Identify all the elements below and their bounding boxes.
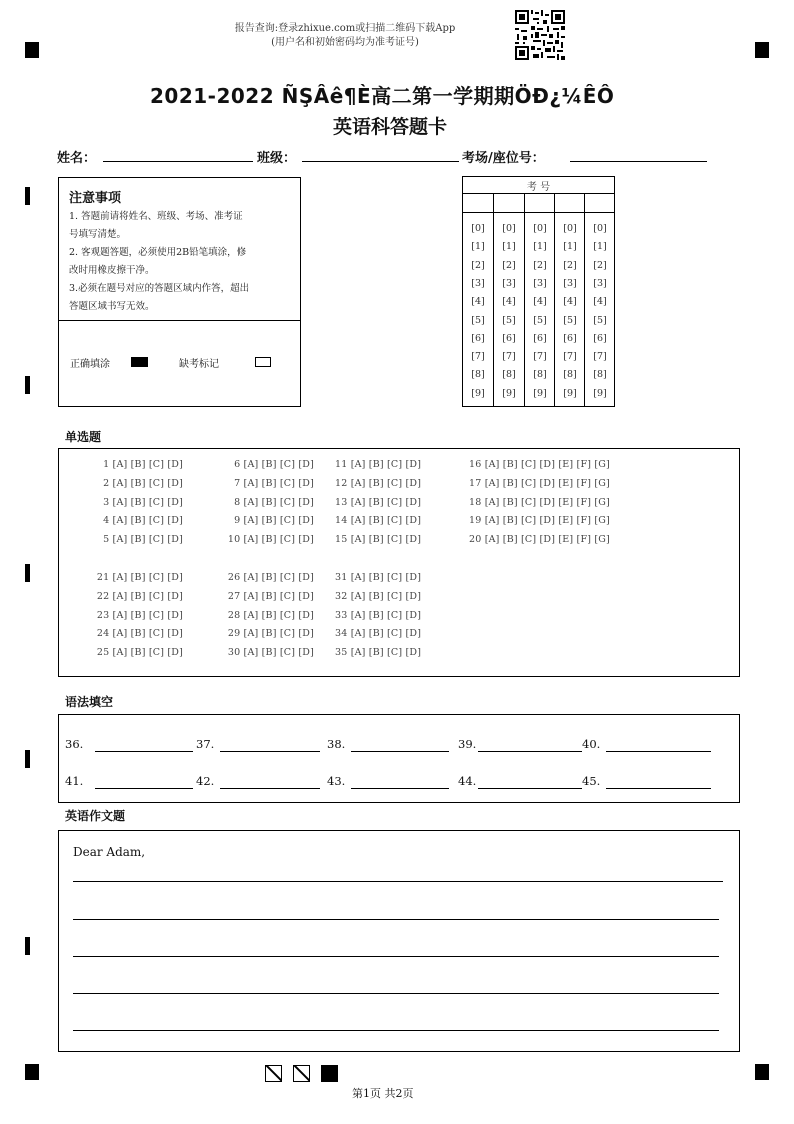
mc-question-row[interactable]: 27 [A] [B] [C] [D]	[227, 590, 314, 602]
digit-bubble[interactable]: [0]	[593, 223, 607, 234]
grammar-number: 40.	[582, 737, 601, 751]
notice-title: 注意事项	[69, 191, 122, 206]
grammar-number: 45.	[582, 774, 601, 788]
mc-question-row[interactable]: 26 [A] [B] [C] [D]	[227, 572, 314, 583]
mc-question-row[interactable]: 35 [A] [B] [C] [D]	[335, 647, 422, 659]
mc-question-row[interactable]: 18 [A] [B] [C] [D] [E] [F] [G]	[469, 496, 610, 508]
digit-bubble[interactable]: [6]	[593, 332, 607, 344]
mc-question-row[interactable]: 11 [A] [B] [C] [D]	[335, 459, 422, 470]
class-label: 班级：	[257, 151, 297, 166]
grid-line	[463, 212, 614, 213]
writing-line[interactable]	[73, 919, 719, 920]
report-query-line1: 报告查询:登录zhixue.com或扫描二维码下载App	[234, 23, 456, 34]
mc-question-row[interactable]: 15 [A] [B] [C] [D]	[335, 534, 422, 546]
digit-bubble[interactable]: [2]	[502, 259, 516, 271]
mc-question-row[interactable]: 33 [A] [B] [C] [D]	[335, 609, 422, 621]
notice-text	[69, 208, 294, 316]
digit-bubble[interactable]: [1]	[533, 241, 547, 253]
mc-question-row[interactable]: 9 [A] [B] [C] [D]	[234, 515, 314, 527]
mc-question-row[interactable]: 13 [A] [B] [C] [D]	[335, 496, 422, 508]
grammar-blank[interactable]	[478, 788, 582, 789]
notice-box	[58, 177, 301, 407]
mc-question-row[interactable]: 28 [A] [B] [C] [D]	[227, 609, 314, 621]
mc-question-row[interactable]: 4 [A] [B] [C] [D]	[103, 515, 183, 527]
digit-bubble[interactable]: [3]	[593, 277, 607, 289]
digit-bubble[interactable]: [8]	[533, 369, 547, 381]
digit-bubble[interactable]: [7]	[593, 351, 607, 363]
writing-line[interactable]	[73, 993, 719, 994]
digit-bubble[interactable]: [5]	[593, 314, 607, 326]
grammar-number: 39.	[458, 737, 477, 751]
grammar-box	[58, 714, 740, 803]
digit-bubble[interactable]: [5]	[563, 314, 577, 326]
grid-line	[463, 193, 614, 194]
grammar-blank[interactable]	[351, 751, 449, 752]
seat-label: 考场/座位号：	[462, 151, 545, 166]
exam-number-header: 考 号	[526, 182, 551, 193]
digit-bubble[interactable]: [0]	[563, 223, 577, 234]
report-query-note	[200, 22, 490, 50]
writing-box	[58, 830, 740, 1052]
digit-bubble[interactable]: [0]	[502, 223, 516, 234]
digit-bubble[interactable]: [8]	[502, 369, 516, 381]
mc-question-row[interactable]: 12 [A] [B] [C] [D]	[335, 477, 422, 489]
grammar-number: 37.	[196, 737, 215, 751]
timing-mark	[25, 750, 30, 768]
digit-bubble[interactable]: [6]	[563, 332, 577, 344]
report-query-line2: (用户名和初始密码均为准考证号)	[271, 37, 419, 48]
writing-line[interactable]	[73, 881, 723, 882]
digit-bubble[interactable]: [0]	[533, 223, 547, 234]
answer-sheet-subtitle: 英语科答题卡	[333, 116, 448, 138]
grammar-blank[interactable]	[220, 751, 320, 752]
notice-divider	[59, 320, 300, 321]
mc-question-row[interactable]: 32 [A] [B] [C] [D]	[335, 590, 422, 602]
mc-question-row[interactable]: 20 [A] [B] [C] [D] [E] [F] [G]	[469, 534, 610, 546]
timing-mark	[25, 937, 30, 955]
digit-bubble[interactable]: [8]	[593, 369, 607, 381]
mc-question-row[interactable]: 30 [A] [B] [C] [D]	[227, 647, 314, 659]
digit-bubble[interactable]: [8]	[563, 369, 577, 381]
digit-bubble[interactable]: [9]	[533, 387, 547, 399]
grammar-blank[interactable]	[95, 751, 193, 752]
seat-field[interactable]	[570, 161, 707, 162]
grammar-blank[interactable]	[95, 788, 193, 789]
grammar-number: 44.	[458, 774, 477, 788]
digit-bubble[interactable]: [9]	[502, 387, 516, 399]
digit-bubble[interactable]: [0]	[471, 223, 485, 234]
digit-bubble[interactable]: [8]	[471, 369, 485, 381]
mc-question-row[interactable]: 14 [A] [B] [C] [D]	[335, 515, 422, 527]
notice-line: 3.必须在题号对应的答题区域内作答，超出	[69, 283, 250, 294]
mc-question-row[interactable]: 29 [A] [B] [C] [D]	[227, 628, 314, 640]
digit-bubble[interactable]: [2]	[471, 259, 485, 271]
mc-question-row[interactable]: 21 [A] [B] [C] [D]	[96, 572, 183, 583]
mc-question-row[interactable]: 6 [A] [B] [C] [D]	[234, 459, 314, 470]
mc-question-row[interactable]: 22 [A] [B] [C] [D]	[96, 590, 183, 602]
corner-mark-bottom-left	[25, 1064, 39, 1080]
corner-mark-bottom-right	[755, 1064, 769, 1080]
corner-mark-top-left	[25, 42, 39, 58]
grammar-blank[interactable]	[478, 751, 582, 752]
mc-question-row[interactable]: 2 [A] [B] [C] [D]	[103, 477, 183, 489]
digit-bubble[interactable]: [7]	[533, 351, 547, 363]
grammar-number: 38.	[327, 737, 346, 751]
legend-absent-label: 缺考标记	[179, 359, 219, 370]
absent-mark-box[interactable]	[255, 357, 271, 367]
mc-question-row[interactable]: 10 [A] [B] [C] [D]	[227, 534, 314, 546]
single-choice-label: 单选题	[65, 430, 102, 444]
qr-code-icon	[515, 10, 565, 60]
digit-bubble[interactable]: [3]	[563, 277, 577, 289]
mc-question-row[interactable]: 17 [A] [B] [C] [D] [E] [F] [G]	[469, 477, 610, 489]
mc-question-row[interactable]: 7 [A] [B] [C] [D]	[234, 477, 314, 489]
grammar-blank[interactable]	[220, 788, 320, 789]
digit-bubble[interactable]: [1]	[502, 241, 516, 253]
mc-question-row[interactable]: 5 [A] [B] [C] [D]	[103, 534, 183, 546]
digit-bubble[interactable]: [4]	[563, 296, 577, 308]
digit-bubble[interactable]: [4]	[471, 296, 485, 308]
digit-bubble[interactable]: [2]	[563, 259, 577, 271]
digit-bubble[interactable]: [7]	[563, 351, 577, 363]
name-label: 姓名：	[57, 151, 97, 166]
digit-bubble[interactable]: [9]	[593, 387, 607, 399]
notice-line: 改时用橡皮擦干净。	[69, 265, 155, 276]
digit-bubble[interactable]: [4]	[502, 296, 516, 308]
mc-question-row[interactable]: 16 [A] [B] [C] [D] [E] [F] [G]	[469, 459, 610, 470]
digit-bubble[interactable]: [1]	[563, 241, 577, 253]
digit-bubble[interactable]: [3]	[471, 277, 485, 289]
digit-bubble[interactable]: [1]	[593, 241, 607, 253]
digit-bubble[interactable]: [5]	[533, 314, 547, 326]
writing-greeting: Dear Adam,	[73, 845, 146, 859]
digit-bubble[interactable]: [3]	[533, 277, 547, 289]
digit-bubble[interactable]: [9]	[471, 387, 485, 399]
digit-bubble[interactable]: [4]	[593, 296, 607, 308]
page-number: 第1页 共2页	[352, 1087, 414, 1100]
exam-number-grid	[462, 176, 615, 407]
exam-title: 2021-2022 ÑŞÂê¶È高二第一学期期ÖĐ¿¼ÊÔ	[150, 84, 615, 108]
digit-bubble[interactable]: [3]	[502, 277, 516, 289]
filled-square-icon	[321, 1065, 338, 1082]
filled-example-icon	[131, 357, 148, 367]
timing-mark	[25, 376, 30, 394]
notice-line: 答题区域书写无效。	[69, 301, 155, 312]
notice-line: 2. 客观题答题，必须使用2B铅笔填涂，修	[69, 247, 247, 258]
writing-line[interactable]	[73, 956, 719, 957]
slash-square-icon	[293, 1065, 310, 1082]
writing-label: 英语作文题	[65, 809, 126, 823]
mc-question-row[interactable]: 1 [A] [B] [C] [D]	[103, 459, 183, 470]
class-field[interactable]	[302, 161, 459, 162]
mc-question-row[interactable]: 31 [A] [B] [C] [D]	[335, 572, 422, 583]
mc-question-row[interactable]: 25 [A] [B] [C] [D]	[96, 647, 183, 659]
single-choice-box	[58, 448, 740, 677]
mc-question-row[interactable]: 34 [A] [B] [C] [D]	[335, 628, 422, 640]
grammar-number: 36.	[65, 737, 84, 751]
digit-bubble[interactable]: [6]	[502, 332, 516, 344]
grammar-label: 语法填空	[65, 695, 114, 709]
slash-square-icon	[265, 1065, 282, 1082]
grammar-number: 41.	[65, 774, 84, 788]
mc-question-row[interactable]: 24 [A] [B] [C] [D]	[96, 628, 183, 640]
grammar-blank[interactable]	[351, 788, 449, 789]
writing-line[interactable]	[73, 1030, 719, 1031]
grammar-blank[interactable]	[606, 788, 711, 789]
digit-bubble[interactable]: [7]	[471, 351, 485, 363]
digit-bubble[interactable]: [6]	[533, 332, 547, 344]
digit-bubble[interactable]: [7]	[502, 351, 516, 363]
notice-line: 1. 答题前请将姓名、班级、考场、准考证	[69, 211, 243, 222]
corner-mark-top-right	[755, 42, 769, 58]
name-field[interactable]	[103, 161, 253, 162]
timing-mark	[25, 564, 30, 582]
grammar-number: 42.	[196, 774, 215, 788]
digit-bubble[interactable]: [1]	[471, 241, 485, 253]
digit-bubble[interactable]: [5]	[502, 314, 516, 326]
timing-mark	[25, 187, 30, 205]
digit-bubble[interactable]: [2]	[593, 259, 607, 271]
legend-correct-label: 正确填涂	[70, 359, 110, 370]
mc-question-row[interactable]: 19 [A] [B] [C] [D] [E] [F] [G]	[469, 515, 610, 527]
grammar-number: 43.	[327, 774, 346, 788]
digit-bubble[interactable]: [5]	[471, 314, 485, 326]
grammar-blank[interactable]	[606, 751, 711, 752]
mc-question-row[interactable]: 3 [A] [B] [C] [D]	[103, 496, 183, 508]
notice-line: 号填写清楚。	[69, 229, 127, 240]
digit-bubble[interactable]: [2]	[533, 259, 547, 271]
digit-bubble[interactable]: [6]	[471, 332, 485, 344]
mc-question-row[interactable]: 8 [A] [B] [C] [D]	[234, 496, 314, 508]
digit-bubble[interactable]: [9]	[563, 387, 577, 399]
digit-bubble[interactable]: [4]	[533, 296, 547, 308]
mc-question-row[interactable]: 23 [A] [B] [C] [D]	[96, 609, 183, 621]
